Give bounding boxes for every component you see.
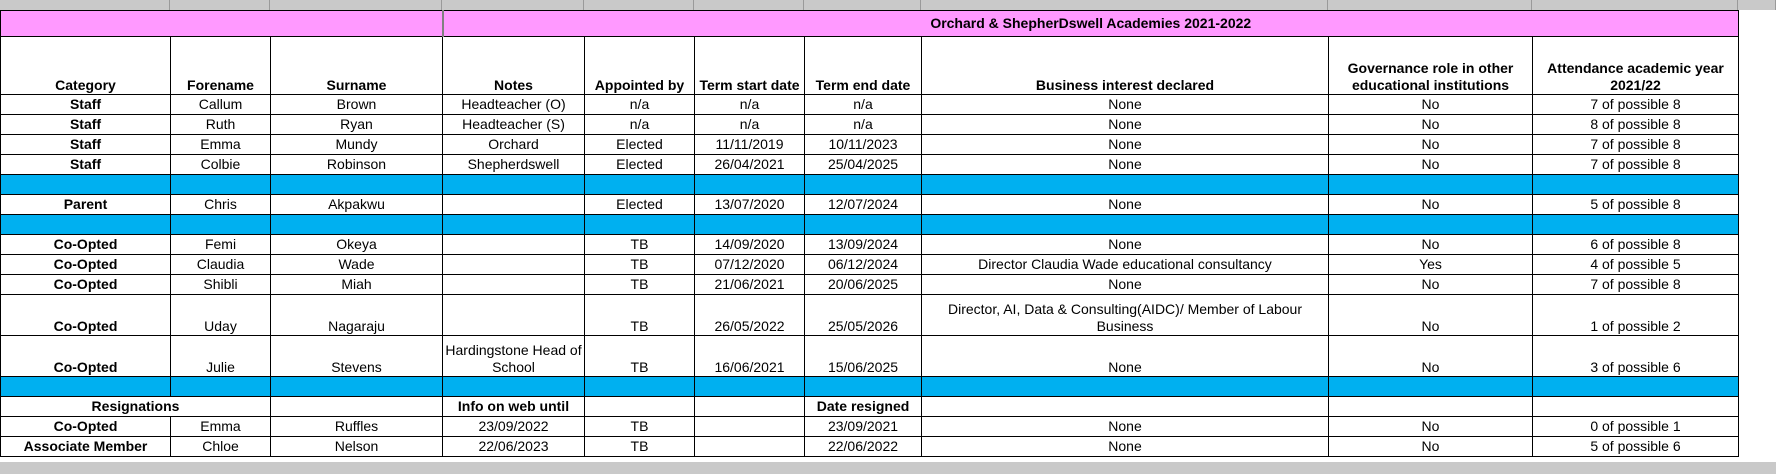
separator-row	[1, 377, 1739, 397]
governance-cell[interactable]: No	[1329, 275, 1533, 295]
business-interest-cell[interactable]: None	[922, 437, 1329, 457]
governance-cell[interactable]: No	[1329, 295, 1533, 336]
attendance-cell[interactable]: 4 of possible 5	[1533, 255, 1739, 275]
term-end-cell[interactable]: n/a	[805, 115, 922, 135]
business-interest-cell[interactable]: None	[922, 235, 1329, 255]
notes-cell[interactable]: Headteacher (O)	[443, 95, 585, 115]
business-interest-cell[interactable]: None	[922, 95, 1329, 115]
notes-cell[interactable]	[443, 195, 585, 215]
term-end-cell[interactable]: 15/06/2025	[805, 336, 922, 377]
forename-cell[interactable]: Colbie	[171, 155, 271, 175]
resignations-header-row	[1, 397, 1739, 417]
table-row	[1, 255, 1739, 275]
forename-cell[interactable]: Ruth	[171, 115, 271, 135]
term-start-cell[interactable]: 14/09/2020	[695, 235, 805, 255]
notes-cell[interactable]	[443, 255, 585, 275]
blank-cell[interactable]	[695, 417, 805, 437]
forename-cell[interactable]: Femi	[171, 235, 271, 255]
table-row	[1, 437, 1739, 457]
header-appointed-by[interactable]: Appointed by	[585, 37, 695, 95]
attendance-cell[interactable]: 3 of possible 6	[1533, 336, 1739, 377]
table-row	[1, 95, 1739, 115]
attendance-cell[interactable]: 8 of possible 8	[1533, 115, 1739, 135]
governance-cell[interactable]: No	[1329, 336, 1533, 377]
attendance-cell[interactable]: 5 of possible 6	[1533, 437, 1739, 457]
header-business[interactable]: Business interest declared	[922, 37, 1329, 95]
attendance-cell[interactable]: 7 of possible 8	[1533, 275, 1739, 295]
header-row	[1, 37, 1739, 95]
header-term-start[interactable]: Term start date	[695, 37, 805, 95]
business-interest-cell[interactable]: None	[922, 336, 1329, 377]
term-start-cell[interactable]: n/a	[695, 95, 805, 115]
resignations-blank[interactable]	[922, 397, 1329, 417]
surname-cell[interactable]: Nelson	[271, 437, 443, 457]
business-interest-cell[interactable]: None	[922, 275, 1329, 295]
governance-cell[interactable]: No	[1329, 95, 1533, 115]
appointed-by-cell[interactable]: Elected	[585, 155, 695, 175]
business-interest-cell[interactable]: Director, AI, Data & Consulting(AIDC)/ Member of Labour Business	[922, 295, 1329, 336]
forename-cell[interactable]: Shibli	[171, 275, 271, 295]
surname-cell[interactable]: Akpakwu	[271, 195, 443, 215]
forename-cell[interactable]: Chloe	[171, 437, 271, 457]
header-surname[interactable]: Surname	[271, 37, 443, 95]
surname-cell[interactable]: Mundy	[271, 135, 443, 155]
term-end-cell[interactable]: n/a	[805, 95, 922, 115]
table-row	[1, 336, 1739, 377]
surname-cell[interactable]: Stevens	[271, 336, 443, 377]
category-cell[interactable]: Co-Opted	[1, 336, 171, 377]
header-governance[interactable]: Governance role in other educational institutions	[1329, 37, 1533, 95]
category-cell[interactable]: Staff	[1, 115, 171, 135]
governance-cell[interactable]: No	[1329, 115, 1533, 135]
resignations-blank[interactable]	[271, 397, 443, 417]
date-resigned-cell[interactable]: 22/06/2022	[805, 437, 922, 457]
notes-cell[interactable]: Headteacher (S)	[443, 115, 585, 135]
term-start-cell[interactable]: 11/11/2019	[695, 135, 805, 155]
term-end-cell[interactable]: 25/05/2026	[805, 295, 922, 336]
term-end-cell[interactable]: 25/04/2025	[805, 155, 922, 175]
coopted-section	[1, 235, 1739, 377]
category-cell[interactable]: Co-Opted	[1, 417, 171, 437]
resignations-blank[interactable]	[1533, 397, 1739, 417]
business-interest-cell[interactable]: None	[922, 195, 1329, 215]
forename-cell[interactable]: Uday	[171, 295, 271, 336]
governors-table	[0, 10, 1739, 457]
info-on-web-cell[interactable]: 23/09/2022	[443, 417, 585, 437]
term-end-cell[interactable]: 10/11/2023	[805, 135, 922, 155]
governance-cell[interactable]: No	[1329, 155, 1533, 175]
business-interest-cell[interactable]: None	[922, 155, 1329, 175]
table-row	[1, 275, 1739, 295]
appointed-by-cell[interactable]: Elected	[585, 195, 695, 215]
category-cell[interactable]: Co-Opted	[1, 235, 171, 255]
surname-cell[interactable]: Nagaraju	[271, 295, 443, 336]
surname-cell[interactable]: Ruffles	[271, 417, 443, 437]
resignations-label[interactable]: Resignations	[1, 397, 271, 417]
category-cell[interactable]: Associate Member	[1, 437, 171, 457]
category-cell[interactable]: Staff	[1, 95, 171, 115]
table-row	[1, 417, 1739, 437]
forename-cell[interactable]: Julie	[171, 336, 271, 377]
table-row	[1, 195, 1739, 215]
term-start-cell[interactable]: 07/12/2020	[695, 255, 805, 275]
attendance-cell[interactable]: 0 of possible 1	[1533, 417, 1739, 437]
category-cell[interactable]: Staff	[1, 155, 171, 175]
category-cell[interactable]: Co-Opted	[1, 255, 171, 275]
resignations-blank[interactable]	[585, 397, 695, 417]
term-start-cell[interactable]: 26/04/2021	[695, 155, 805, 175]
resignations-blank[interactable]	[695, 397, 805, 417]
table-row	[1, 295, 1739, 336]
attendance-cell[interactable]: 1 of possible 2	[1533, 295, 1739, 336]
title-left-cell[interactable]	[1, 11, 443, 37]
date-resigned-cell[interactable]: 23/09/2021	[805, 417, 922, 437]
notes-cell[interactable]	[443, 295, 585, 336]
business-interest-cell[interactable]: None	[922, 135, 1329, 155]
term-start-cell[interactable]: n/a	[695, 115, 805, 135]
appointed-by-cell[interactable]: n/a	[585, 95, 695, 115]
notes-cell[interactable]	[443, 275, 585, 295]
separator-row	[1, 175, 1739, 195]
governance-cell[interactable]: No	[1329, 437, 1533, 457]
category-cell[interactable]: Co-Opted	[1, 295, 171, 336]
forename-cell[interactable]: Callum	[171, 95, 271, 115]
forename-cell[interactable]: Emma	[171, 135, 271, 155]
surname-cell[interactable]: Miah	[271, 275, 443, 295]
notes-cell[interactable]: Shepherdswell	[443, 155, 585, 175]
separator-row	[1, 215, 1739, 235]
term-start-cell[interactable]: 21/06/2021	[695, 275, 805, 295]
surname-cell[interactable]: Okeya	[271, 235, 443, 255]
appointed-by-cell[interactable]: TB	[585, 417, 695, 437]
header-notes[interactable]: Notes	[443, 37, 585, 95]
appointed-by-cell[interactable]: TB	[585, 275, 695, 295]
attendance-cell[interactable]: 7 of possible 8	[1533, 155, 1739, 175]
term-end-cell[interactable]: 20/06/2025	[805, 275, 922, 295]
appointed-by-cell[interactable]: Elected	[585, 135, 695, 155]
title-row	[1, 11, 1739, 37]
business-interest-cell[interactable]: Director Claudia Wade educational consultancy	[922, 255, 1329, 275]
table-row	[1, 155, 1739, 175]
governance-cell[interactable]: No	[1329, 195, 1533, 215]
bottom-strip	[0, 462, 1776, 474]
surname-cell[interactable]: Ryan	[271, 115, 443, 135]
category-cell[interactable]: Co-Opted	[1, 275, 171, 295]
business-interest-cell[interactable]: None	[922, 417, 1329, 437]
attendance-cell[interactable]: 7 of possible 8	[1533, 95, 1739, 115]
term-start-cell[interactable]: 16/06/2021	[695, 336, 805, 377]
forename-cell[interactable]: Claudia	[171, 255, 271, 275]
resignations-info-header[interactable]: Info on web until	[443, 397, 585, 417]
blank-cell[interactable]	[695, 437, 805, 457]
attendance-cell[interactable]: 7 of possible 8	[1533, 135, 1739, 155]
surname-cell[interactable]: Robinson	[271, 155, 443, 175]
column-strip	[0, 0, 1776, 10]
appointed-by-cell[interactable]: TB	[585, 235, 695, 255]
term-start-cell[interactable]: 13/07/2020	[695, 195, 805, 215]
governance-cell[interactable]: Yes	[1329, 255, 1533, 275]
header-category[interactable]: Category	[1, 37, 171, 95]
table-row	[1, 235, 1739, 255]
notes-cell[interactable]	[443, 235, 585, 255]
governance-cell[interactable]: No	[1329, 135, 1533, 155]
category-cell[interactable]: Parent	[1, 195, 171, 215]
surname-cell[interactable]: Wade	[271, 255, 443, 275]
appointed-by-cell[interactable]: n/a	[585, 115, 695, 135]
notes-cell[interactable]: Hardingstone Head of School	[443, 336, 585, 377]
header-attendance[interactable]: Attendance academic year 2021/22	[1533, 37, 1739, 95]
business-interest-cell[interactable]: None	[922, 115, 1329, 135]
sheet-title[interactable]: Orchard & ShepherDswell Academies 2021-2022	[443, 11, 1739, 37]
appointed-by-cell[interactable]: TB	[585, 336, 695, 377]
surname-cell[interactable]: Brown	[271, 95, 443, 115]
term-start-cell[interactable]: 26/05/2022	[695, 295, 805, 336]
resignations-date-header[interactable]: Date resigned	[805, 397, 922, 417]
attendance-cell[interactable]: 5 of possible 8	[1533, 195, 1739, 215]
appointed-by-cell[interactable]: TB	[585, 295, 695, 336]
resignations-blank[interactable]	[1329, 397, 1533, 417]
table-row	[1, 135, 1739, 155]
info-on-web-cell[interactable]: 22/06/2023	[443, 437, 585, 457]
notes-cell[interactable]: Orchard	[443, 135, 585, 155]
forename-cell[interactable]: Emma	[171, 417, 271, 437]
header-forename[interactable]: Forename	[171, 37, 271, 95]
appointed-by-cell[interactable]: TB	[585, 437, 695, 457]
forename-cell[interactable]: Chris	[171, 195, 271, 215]
parent-section	[1, 195, 1739, 215]
governance-cell[interactable]: No	[1329, 235, 1533, 255]
header-term-end[interactable]: Term end date	[805, 37, 922, 95]
appointed-by-cell[interactable]: TB	[585, 255, 695, 275]
governance-cell[interactable]: No	[1329, 417, 1533, 437]
term-end-cell[interactable]: 06/12/2024	[805, 255, 922, 275]
resignations-section	[1, 417, 1739, 457]
term-end-cell[interactable]: 12/07/2024	[805, 195, 922, 215]
staff-section	[1, 95, 1739, 175]
table-row	[1, 115, 1739, 135]
category-cell[interactable]: Staff	[1, 135, 171, 155]
term-end-cell[interactable]: 13/09/2024	[805, 235, 922, 255]
attendance-cell[interactable]: 6 of possible 8	[1533, 235, 1739, 255]
